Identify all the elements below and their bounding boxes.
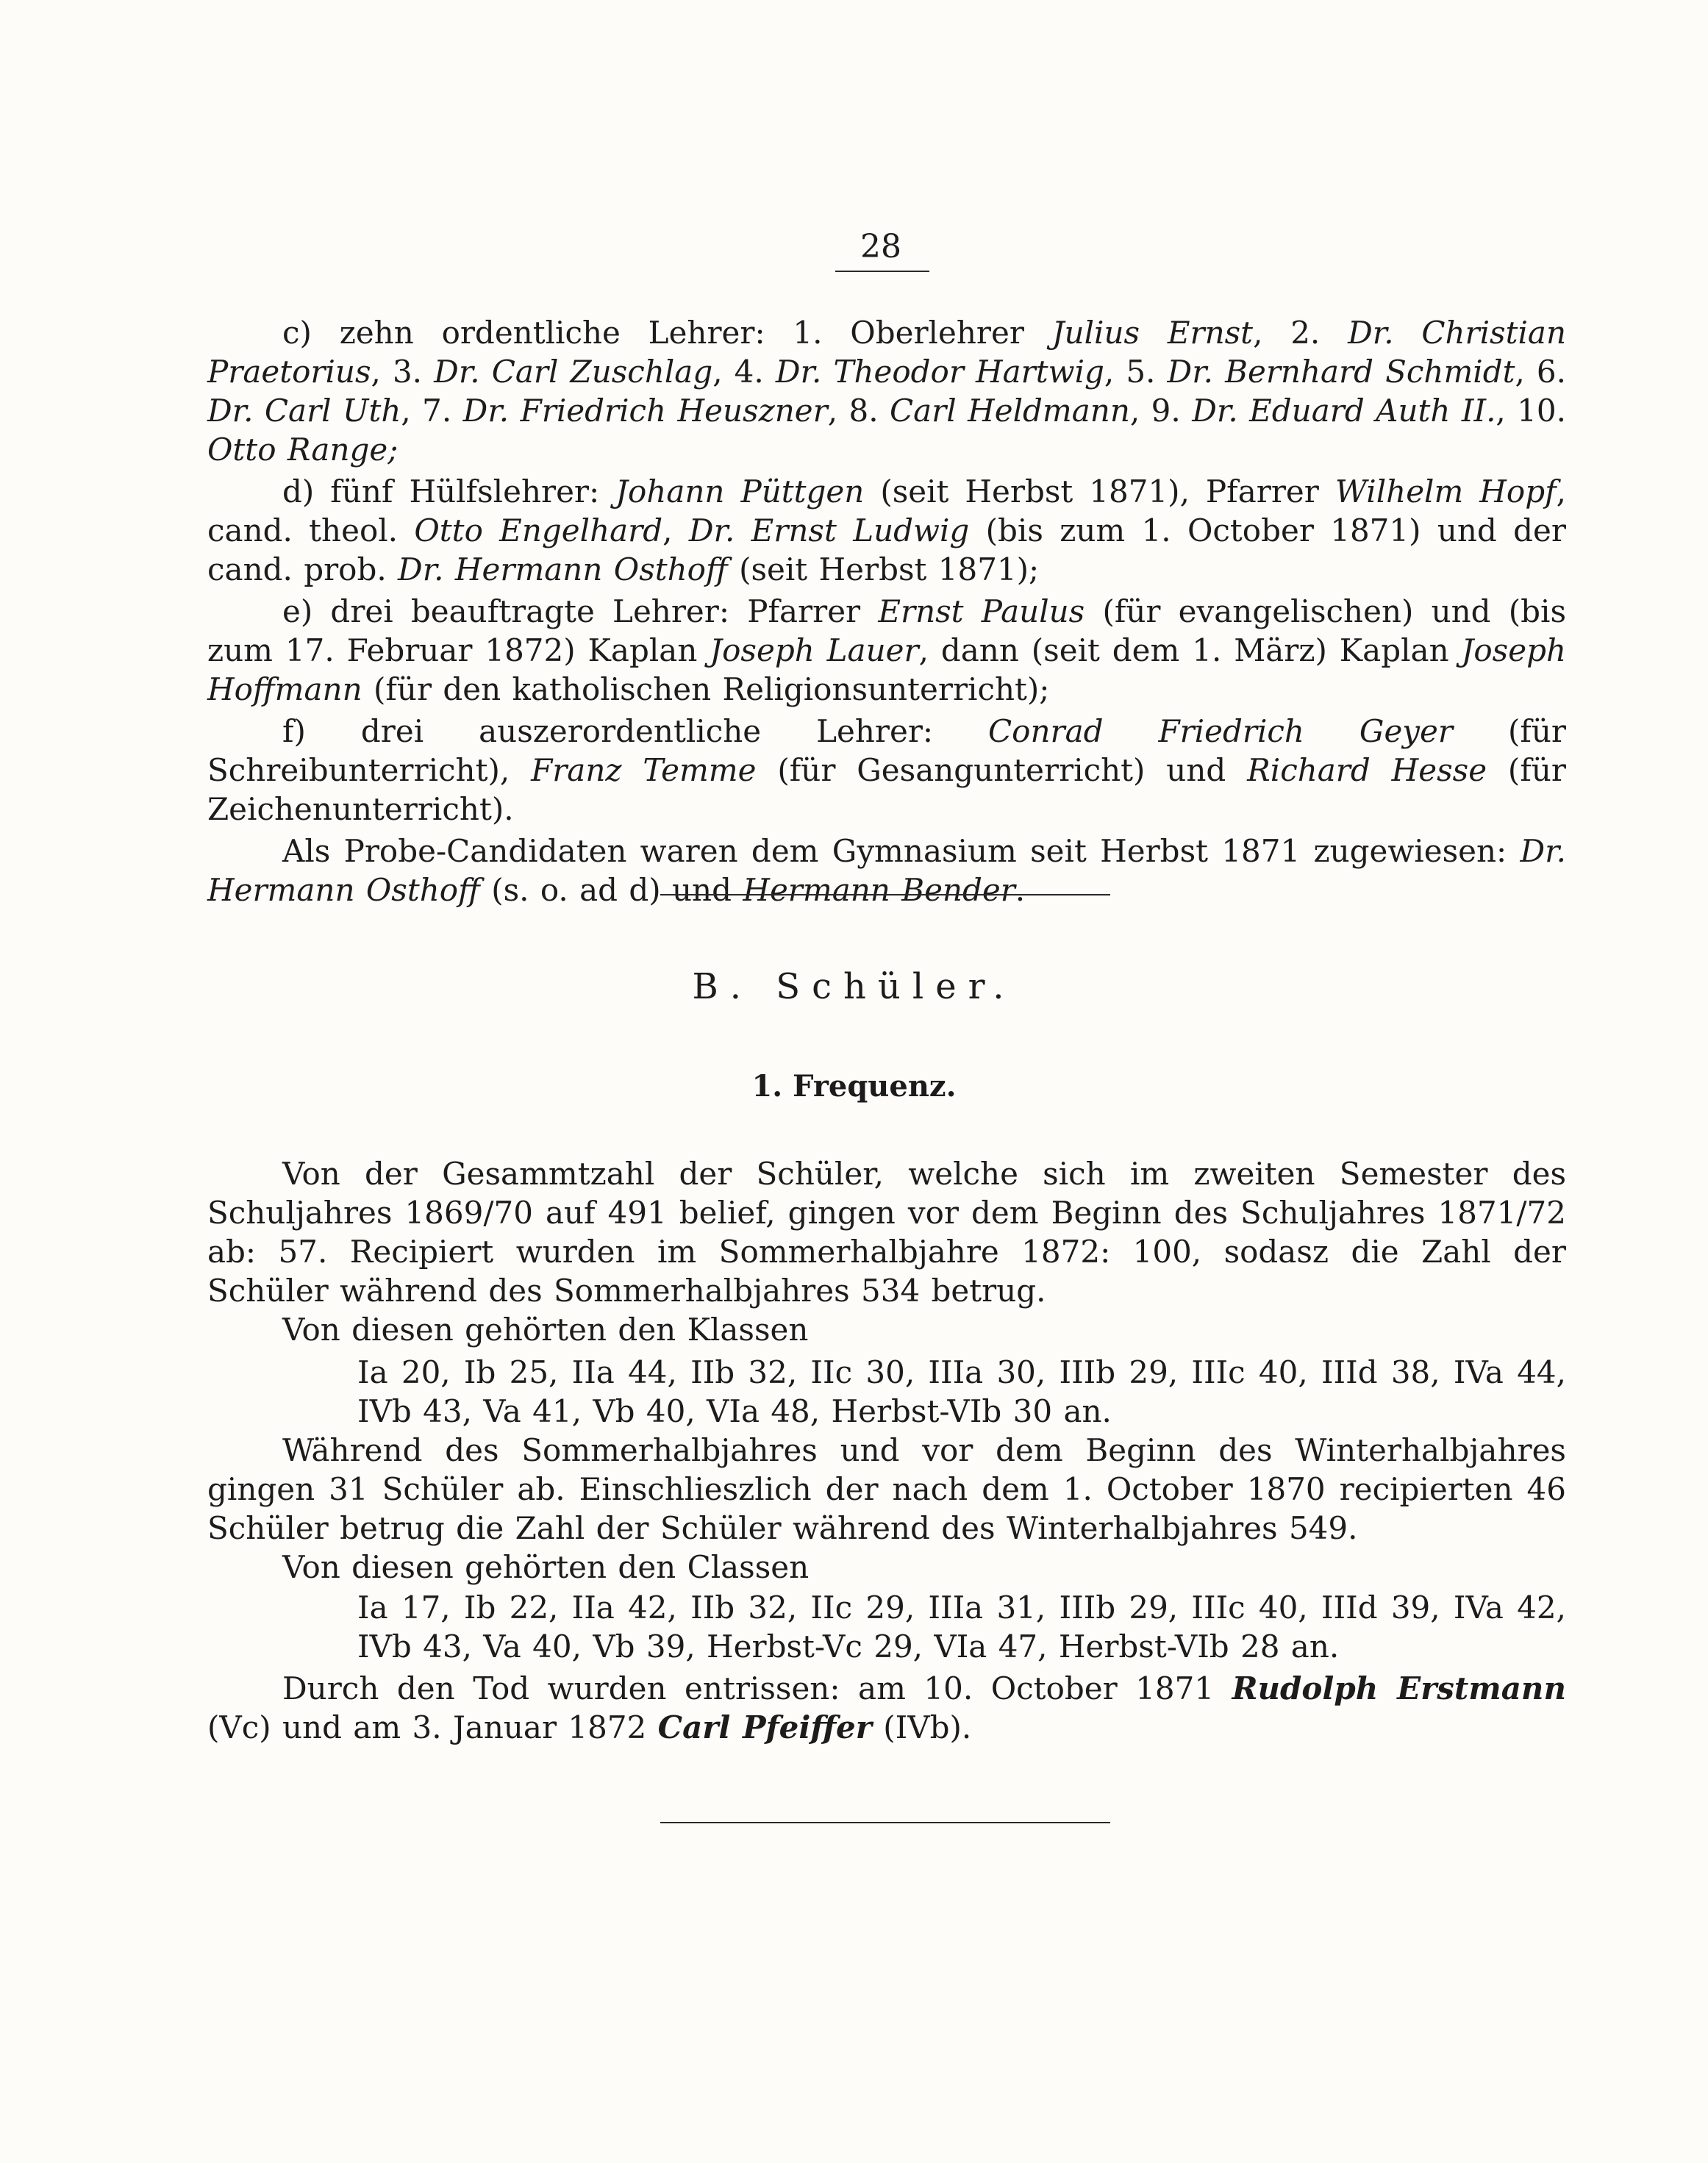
student-name: Carl Pfeiffer bbox=[657, 1709, 872, 1745]
teacher-name: Franz Temme bbox=[531, 752, 757, 788]
frequenz-deaths bbox=[207, 1669, 1566, 1747]
text-sep: , dann (seit dem 1. März) Kaplan bbox=[918, 632, 1462, 668]
text-sep: (für den katholischen Religionsunterricht); bbox=[362, 671, 1050, 707]
section-divider bbox=[660, 894, 1110, 895]
text-f-intro: f) drei auszerordentliche Lehrer: bbox=[282, 713, 989, 749]
teacher-name: Dr. Carl Zuschlag bbox=[434, 354, 713, 390]
paragraph-f bbox=[207, 712, 1566, 829]
text-c-intro: c) zehn ordentliche Lehrer: 1. Oberlehrer bbox=[282, 315, 1052, 351]
teacher-name: Dr. Eduard Auth II. bbox=[1192, 393, 1496, 429]
paragraph-frequenz-1: Von der Gesammtzahl der Schüler, welche sich im zweiten Semester des Schuljahres 1869/70 auf 491 belief, gingen vor dem Beginn des Schuljahres 1871/72 ab: 57. Recipiert wurden im Sommerhalbjahre 1872: 100, sodasz die Zahl der Schüler während des Sommerhalbjahres 534 betrug. bbox=[207, 1156, 1566, 1309]
class-list-summer bbox=[357, 1353, 1566, 1431]
text-d-intro: d) fünf Hülfslehrer: bbox=[282, 473, 616, 510]
paragraph-e bbox=[207, 592, 1566, 709]
frequenz-intro bbox=[207, 1154, 1566, 1349]
paragraph-c bbox=[207, 313, 1566, 469]
teacher-name: Johann Püttgen bbox=[615, 473, 865, 510]
text-sep: , 8. bbox=[827, 393, 890, 429]
teacher-name: Carl Heldmann bbox=[890, 393, 1130, 429]
paragraph-frequenz-5 bbox=[207, 1669, 1566, 1747]
text-sep: , 6. bbox=[1515, 354, 1566, 390]
text-sep: , 4. bbox=[712, 354, 776, 390]
teacher-name: Dr. Hermann Osthoff bbox=[398, 551, 728, 587]
frequenz-middle bbox=[207, 1431, 1566, 1587]
text-sep: , cand. theol. bbox=[207, 473, 1567, 548]
text-sep: , 5. bbox=[1104, 354, 1168, 390]
teacher-name: Joseph Lauer bbox=[710, 632, 919, 668]
page-number: 28 bbox=[860, 228, 901, 265]
teachers-section bbox=[207, 313, 1566, 909]
text-sep: (bis zum 1. October 1871) und der cand. prob. bbox=[207, 512, 1566, 587]
paragraph-frequenz-3: Während des Sommerhalbjahres und vor dem Beginn des Winterhalbjahres gingen 31 Schüler ab. Einschlieszlich der nach dem 1. October 1870 recipierten 46 Schüler betrug die Zahl der Schüler während des Winterhalbjahres 549. bbox=[207, 1432, 1566, 1546]
text-sep: , bbox=[662, 512, 689, 548]
text-death-intro: Durch den Tod wurden entrissen: am 10. October 1871 bbox=[282, 1670, 1232, 1706]
teacher-name: Ernst Paulus bbox=[878, 593, 1085, 629]
text-sep: (IVb). bbox=[871, 1709, 972, 1745]
student-name: Rudolph Erstmann bbox=[1232, 1670, 1566, 1706]
teacher-name: Hermann Bender bbox=[743, 872, 1015, 908]
end-divider bbox=[660, 1822, 1110, 1823]
text-sep: , 3. bbox=[371, 354, 435, 390]
text-sep: (s. o. ad d) und bbox=[479, 872, 743, 908]
teacher-name: Joseph Hoffmann bbox=[207, 632, 1566, 707]
teacher-name: Dr. Carl Uth bbox=[207, 393, 401, 429]
section-heading: B. Schüler. bbox=[692, 966, 1016, 1007]
teacher-name: Otto Range; bbox=[207, 432, 399, 468]
teacher-name: Otto Engelhard bbox=[414, 512, 663, 548]
teacher-name: Dr. Hermann Osthoff bbox=[207, 833, 1566, 908]
text-sep: , 7. bbox=[401, 393, 463, 429]
teacher-name: Richard Hesse bbox=[1247, 752, 1487, 788]
paragraph-d bbox=[207, 472, 1566, 589]
class-list-summer-text: Ia 20, Ib 25, IIa 44, IIb 32, IIc 30, IIIa 30, IIIb 29, IIIc 40, IIId 38, IVa 44, IVb 43, Va 41, Vb 40, VIa 48, Herbst-VIb 30 an. bbox=[357, 1354, 1566, 1429]
text-e-intro: e) drei beauftragte Lehrer: Pfarrer bbox=[282, 593, 879, 629]
teacher-name: Julius Ernst bbox=[1051, 315, 1254, 351]
text-sep: (für Schreibunterricht), bbox=[207, 713, 1567, 788]
sub-heading: 1. Frequenz. bbox=[751, 1069, 957, 1104]
text-sep: (seit Herbst 1871), Pfarrer bbox=[864, 473, 1335, 510]
teacher-name: Dr. Theodor Hartwig bbox=[775, 354, 1104, 390]
page-number-rule bbox=[835, 271, 929, 272]
text-sep: (Vc) und am 3. Januar 1872 bbox=[207, 1709, 658, 1745]
paragraph-frequenz-4: Von diesen gehörten den Classen bbox=[282, 1549, 810, 1585]
text-sep: (für Zeichenunterricht). bbox=[207, 752, 1566, 827]
text-sep: , 10. bbox=[1496, 393, 1567, 429]
text-sep: (für evangelischen) und (bis zum 17. Februar 1872) Kaplan bbox=[207, 593, 1567, 668]
text-sep: , 2. bbox=[1253, 315, 1348, 351]
class-list-winter-text: Ia 17, Ib 22, IIa 42, IIb 32, IIc 29, IIIa 31, IIIb 29, IIIc 40, IIId 39, IVa 42, IVb 43, Va 40, Vb 39, Herbst-Vc 29, VIa 47, Herbst-VIb 28 an. bbox=[357, 1590, 1566, 1665]
teacher-name: Dr. Friedrich Heuszner bbox=[462, 393, 828, 429]
paragraph-probe bbox=[207, 832, 1566, 909]
text-sep: (für Gesangunterricht) und bbox=[756, 752, 1248, 788]
class-list-winter bbox=[357, 1588, 1566, 1666]
paragraph-frequenz-2: Von diesen gehörten den Klassen bbox=[282, 1312, 809, 1348]
text-probe-intro: Als Probe-Candidaten waren dem Gymnasium seit Herbst 1871 zugewiesen: bbox=[282, 833, 1521, 869]
teacher-name: Dr. Ernst Ludwig bbox=[688, 512, 970, 548]
teacher-name: Conrad Friedrich Geyer bbox=[988, 713, 1453, 749]
text-sep: . bbox=[1015, 872, 1026, 908]
teacher-name: Dr. Bernhard Schmidt bbox=[1167, 354, 1515, 390]
text-sep: , 9. bbox=[1129, 393, 1193, 429]
teacher-name: Wilhelm Hopf bbox=[1334, 473, 1557, 510]
teacher-name: Dr. Christian Praetorius bbox=[207, 315, 1567, 390]
text-sep: (seit Herbst 1871); bbox=[727, 551, 1040, 587]
